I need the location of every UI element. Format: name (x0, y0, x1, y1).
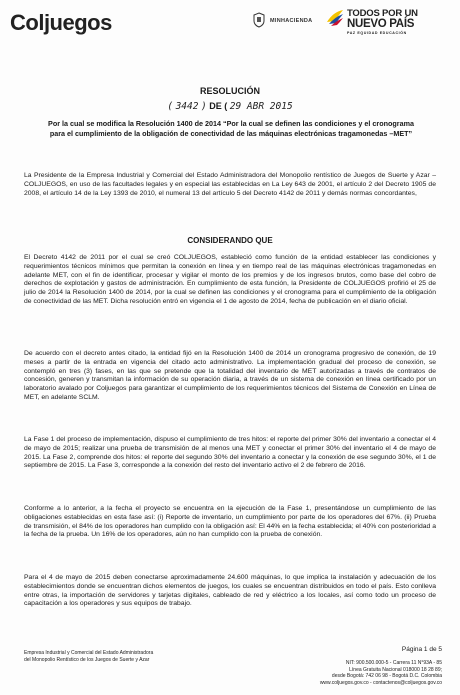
ministry-label: MINHACIENDA (270, 18, 313, 24)
footer-entity: Empresa Industrial y Comercial del Estado Administradora del Monopolio Rentístico de los Juegos de Suerte y Azar (24, 650, 154, 663)
number-open: ( (167, 101, 174, 112)
paragraph-5: Para el 4 de mayo de 2015 deben conectarse aproximadamente 24.600 máquinas, lo que implica la instalación y adecuación de los establecimientos donde se encuentran dichos elementos de juegos, los cuales se encuentran distribuidos en todo el país. Esto conlleva entre otras, la importación de servidores y tarjetas digitales, cableado de red y eléctrico a los locales, así como todo un proceso de capacitación a los operadores y sus equipos de trabajo. (24, 574, 436, 608)
footer-website-link[interactable]: www.coljuegos.gov.co - contactenos@coljuegos.gov.co (319, 679, 442, 686)
document-subtitle: Por la cual se modifica la Resolución 1400 de 2014 “Por la cual se definen las condiciones y el cronograma para el cumplimiento de la obligación de conectividad de las máquinas electrónicas tragamonedas –MET” (48, 119, 414, 138)
paragraph-4: Conforme a lo anterior, a la fecha el proyecto se encuentra en la ejecución de la Fase 1, presentándose un cumplimiento de las obligaciones establecidas en esta fase así: (i) Reporte de inventario, un cumplimiento por parte de los operadores del 67%. (ii) Prueba de transmisión, el 84% de los operadores han cumplido con la obligación así: El 44% en la fecha establecida; el 40% con posterioridad a la fecha de la prueba. Un 16% de los operadores, aún no han cumplido con la prueba de conexión. (24, 505, 436, 539)
section-heading: CONSIDERANDO QUE (187, 236, 273, 245)
document-title: RESOLUCIÓN (199, 86, 260, 96)
date-prefix: DE ( (209, 101, 228, 111)
government-slogan: TODOS POR UN NUEVO PAÍS PAZ EQUIDAD EDUCACIÓN (347, 8, 418, 35)
intro-paragraph: La Presidente de la Empresa Industrial y Comercial del Estado Administradora del Monopolio rentístico de Juegos de Suerte y Azar – COLJUEGOS, en uso de las facultades legales y en especial las establecidas en La Ley 643 de 2001, el artículo 2 del Decreto 1905 de 2008, el artículo 14 de la Ley 1393 de 2010, el numeral 13 del artículo 5 del Decreto 4142 de 2011 y demás normas concordantes, (24, 172, 436, 197)
colombia-seal-icon (252, 12, 266, 28)
page-number: Página 1 de 5 (401, 646, 442, 653)
resolution-date: 29 ABR 2015 (229, 101, 293, 112)
resolution-number-line (0, 101, 460, 112)
letterhead (0, 0, 460, 62)
coljuegos-logo: Coljuegos (10, 10, 112, 35)
paragraph-3: La Fase 1 del proceso de implementación, dispuso el cumplimiento de tres hitos: el reporte del primer 30% del inventario a conectar el 4 de mayo de 2015; realizar una prueba de transmisión de al menos una MET y conectar el primer 30% del inventario el 4 de mayo de 2015. La Fase 2, comprende dos hitos: el reporte del segundo 30% del inventario a conectar y la conexión de ese segundo 30%, el 1 de septiembre de 2015. La Fase 3, corresponde a la conexión del resto del inventario activo el 2 de febrero de 2016. (24, 436, 436, 470)
resolution-number: 3442 (175, 101, 199, 112)
number-close: ) (200, 101, 207, 112)
paragraph-2: De acuerdo con el decreto antes citado, la entidad fijó en la Resolución 1400 de 2014 un cronograma progresivo de conexión, de 19 meses a partir de la entrada en vigencia del citado acto administrativo. La implementación gradual del proceso de conexión, se contempló en tres (3) fases, en las que se pretende que la totalidad del inventario de MET autorizadas a través de contratos de concesión, generen y transmitan la información de su operación diaria, a través de un sistema de conexión en línea certificado por un laboratorio avalado por Coljuegos para garantizar el cumplimiento de los requerimientos técnicos del Sistema de Conexión en Línea de MET, en adelante SCLM. (24, 350, 436, 401)
paragraph-1: El Decreto 4142 de 2011 por el cual se creó COLJUEGOS, estableció como función de la entidad establecer las condiciones y requerimientos técnicos mínimos que permitan la conexión en línea y en tiempo real de las máquinas electrónicas tragamonedas en adelante MET, con el fin de identificar, procesar y vigilar el monto de los premios y de los ingresos brutos, como base del cobro de derechos de explotación y gastos de administración. En cumplimiento de esta función, la Presidente de COLJUEGOS profirió el 25 de julio de 2014 la Resolución 1400 de 2014, por la cual se definen las condiciones y el cronograma para el cumplimiento de la obligación de conectividad de las MET. Dicha resolución entró en vigencia el 1 de agosto de 2014, fecha de publicación en el diario oficial. (24, 254, 436, 305)
todos-por-un-nuevo-pais-flag-icon (325, 8, 345, 28)
footer-contact: NIT: 900.500.000-5 - Carrera 11 N°93A - 85 Línea Gratuita Nacional 018000 18 28 89; desde Bogotá: 742 06 98 - Bogotá D.C. Colombia www.coljuegos.gov.co - contactenos@coljuegos.gov.co (319, 660, 442, 686)
